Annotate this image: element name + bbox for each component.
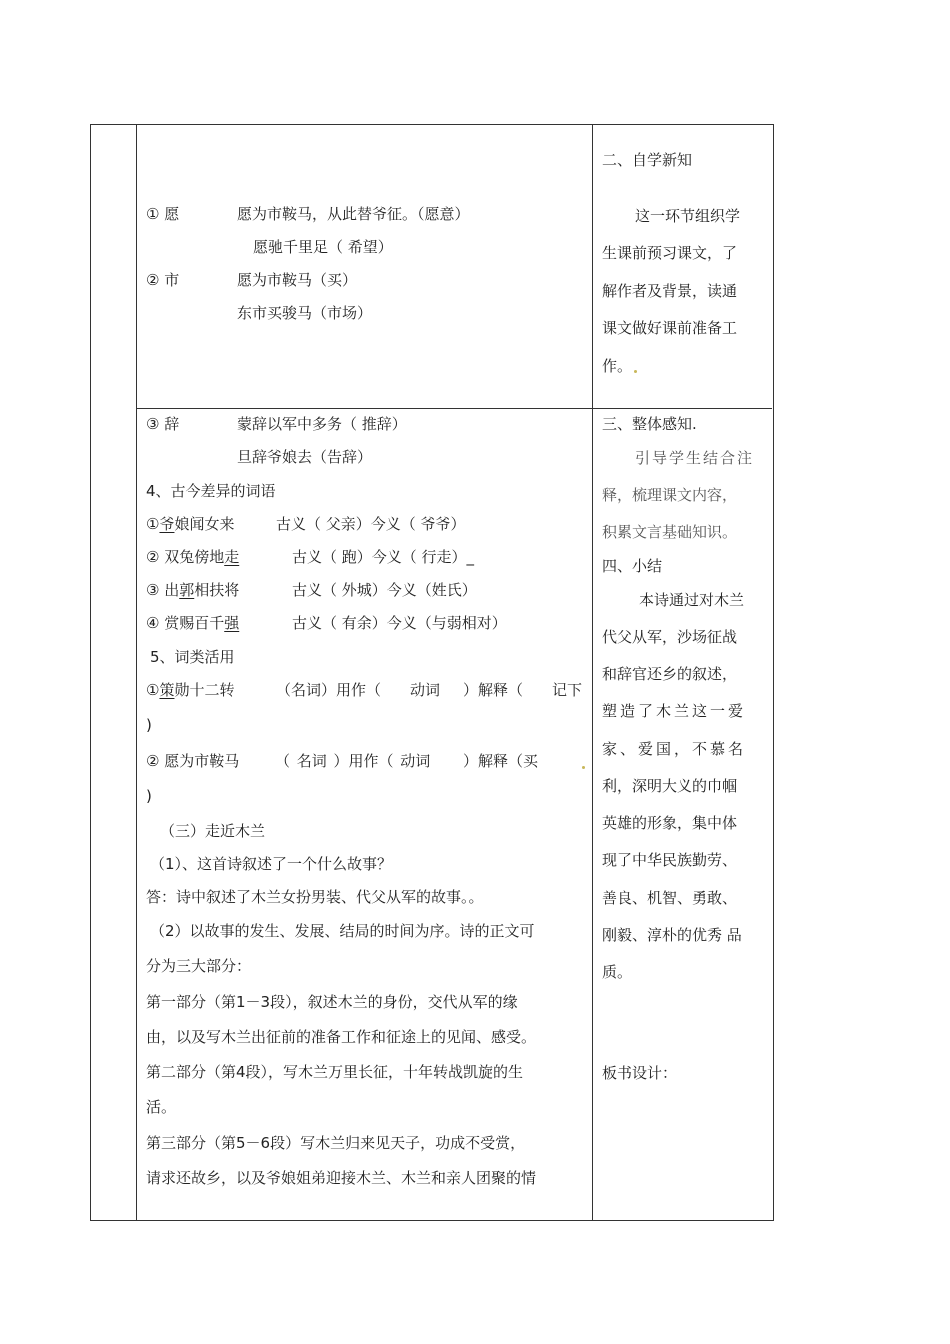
part-2: 第二部分（第4段），写木兰万里长征，十年转战凯旋的生 (146, 1063, 524, 1081)
word-row-3 (146, 580, 239, 600)
usage-row-1-key: 策 (159, 681, 175, 699)
part-1: 第一部分（第1－3段），叙述木兰的身份，交代从军的缘 (146, 993, 518, 1011)
word-row-2-num: ② 双兔傍地 (146, 548, 225, 566)
word-row-2-meaning: 古义（ 跑）今义（ 行走）_ (292, 548, 475, 566)
part-2-cont: 活。 (146, 1098, 177, 1116)
question-2-cont: 分为三大部分： (146, 957, 252, 975)
column-divider-right (592, 124, 593, 1220)
board-design-label: 板书设计： (602, 1064, 678, 1082)
item-shi-example-2: 东市买骏马（市场） (237, 304, 373, 322)
part-1-cont: 由，以及写木兰出征前的准备工作和征途上的见闻、感受。 (146, 1028, 537, 1046)
self-study-line-4: 课文做好课前准备工 (602, 319, 738, 337)
summary-line-8: 现了中华民族勤劳、 (602, 851, 738, 869)
word-row-4-key: 强 (224, 614, 240, 632)
usage-row-1-pos: （名词）用作（ (276, 681, 382, 699)
word-row-2-key: 走 (224, 548, 240, 566)
usage-row-1-verb: 动词 (410, 681, 441, 699)
item-shi-label: ② 市 (146, 271, 180, 289)
summary-line-1: 本诗通过对木兰 (639, 591, 745, 609)
word-row-3-key: 郭 (179, 581, 195, 599)
word-row-4-meaning: 古义（ 有余）今义（与弱相对） (292, 614, 507, 632)
stray-mark (582, 766, 585, 769)
usage-row-1-explain: ）解释（ (463, 681, 524, 699)
summary-line-4: 塑造了木兰这一爱 (602, 702, 747, 720)
item-ci-label: ③ 辞 (146, 415, 180, 433)
row-divider (136, 408, 772, 409)
usage-row-1-meaning: 记下 (552, 681, 583, 699)
summary-line-10: 刚毅、淳朴的优秀 品 (602, 926, 742, 944)
item-yuan-example-1: 愿为市鞍马，从此替爷征。（愿意） (237, 205, 470, 223)
word-row-1-rest: 娘闻女来 (174, 515, 235, 533)
self-study-line-5: 作。 (602, 357, 633, 375)
summary-line-3: 和辞官还乡的叙述， (602, 665, 738, 683)
self-study-heading: 二、自学新知 (602, 151, 693, 169)
summary-line-6: 利，深明大义的巾帼 (602, 777, 738, 795)
summary-line-5: 家、爱国，不慕名 (602, 740, 747, 758)
word-row-4 (146, 613, 239, 633)
word-row-3-num: ③ 出 (146, 581, 180, 599)
self-study-line-3: 解作者及背景，读通 (602, 282, 738, 300)
usage-row-2: ② 愿为市鞍马 (146, 752, 240, 770)
question-2: （2）以故事的发生、发展、结局的时间为序。诗的正文可 (150, 922, 535, 940)
guide-line-1: 引导学生结合注 (635, 449, 755, 467)
summary-line-2: 代父从军，沙场征战 (602, 628, 738, 646)
overall-heading: 三、整体感知. (602, 415, 697, 433)
item-ci-example-1: 蒙辞以军中多务（ 推辞） (237, 415, 407, 433)
summary-heading: 四、小结 (602, 557, 663, 575)
stray-mark (634, 370, 637, 373)
part-3-cont: 请求还故乡，以及爷娘姐弟迎接木兰、木兰和亲人团聚的情 (146, 1169, 537, 1187)
part-3: 第三部分（第5－6段）写木兰归来见天子，功成不受赏， (146, 1134, 526, 1152)
item-yuan-example-2: 愿驰千里足（ 希望） (253, 238, 393, 256)
word-row-1-key: 爷 (159, 515, 175, 533)
item-yuan-label: ① 愿 (146, 205, 180, 223)
item-ci-example-2: 旦辞爷娘去（告辞） (237, 448, 373, 466)
self-study-line-1: 这一环节组织学 (635, 207, 741, 225)
word-row-3-meaning: 古义（ 外城）今义（姓氏） (292, 581, 477, 599)
word-row-1-num: ① (146, 515, 160, 533)
word-row-4-num: ④ 赏赐百千 (146, 614, 225, 632)
section-heading-3: （三）走近木兰 (160, 822, 266, 840)
word-row-2 (146, 547, 239, 567)
usage-row-1 (146, 680, 234, 700)
usage-row-1-rest: 勋十二转 (174, 681, 235, 699)
guide-line-3: 积累文言基础知识。 (602, 523, 738, 541)
word-row-1 (146, 514, 234, 534)
usage-row-1-close: ) (146, 716, 152, 734)
word-row-1-meaning: 古义（ 父亲）今义（ 爷爷） (276, 515, 466, 533)
question-1: （1）、这首诗叙述了一个什么故事？ (150, 855, 393, 873)
usage-row-2-explain: ）解释（买 (463, 752, 539, 770)
summary-line-11: 质。 (602, 963, 633, 981)
self-study-line-2: 生课前预习课文，了 (602, 244, 738, 262)
usage-row-2-close: ) (146, 787, 152, 805)
section-heading-4: 4、古今差异的词语 (146, 482, 276, 500)
summary-line-9: 善良、机智、勇敢、 (602, 889, 738, 907)
column-divider-left (136, 124, 137, 1220)
word-row-3-rest: 相扶将 (194, 581, 240, 599)
usage-row-2-pos: （ 名词 ）用作（ 动词 (275, 752, 431, 770)
section-heading-5: 5、词类活用 (150, 648, 235, 666)
item-shi-example-1: 愿为市鞍马（买） (237, 271, 358, 289)
answer-1: 答：诗中叙述了木兰女扮男装、代父从军的故事。。 (146, 888, 484, 906)
usage-row-1-num: ① (146, 681, 160, 699)
summary-line-7: 英雄的形象，集中体 (602, 814, 738, 832)
guide-line-2: 释，梳理课文内容， (602, 486, 738, 504)
